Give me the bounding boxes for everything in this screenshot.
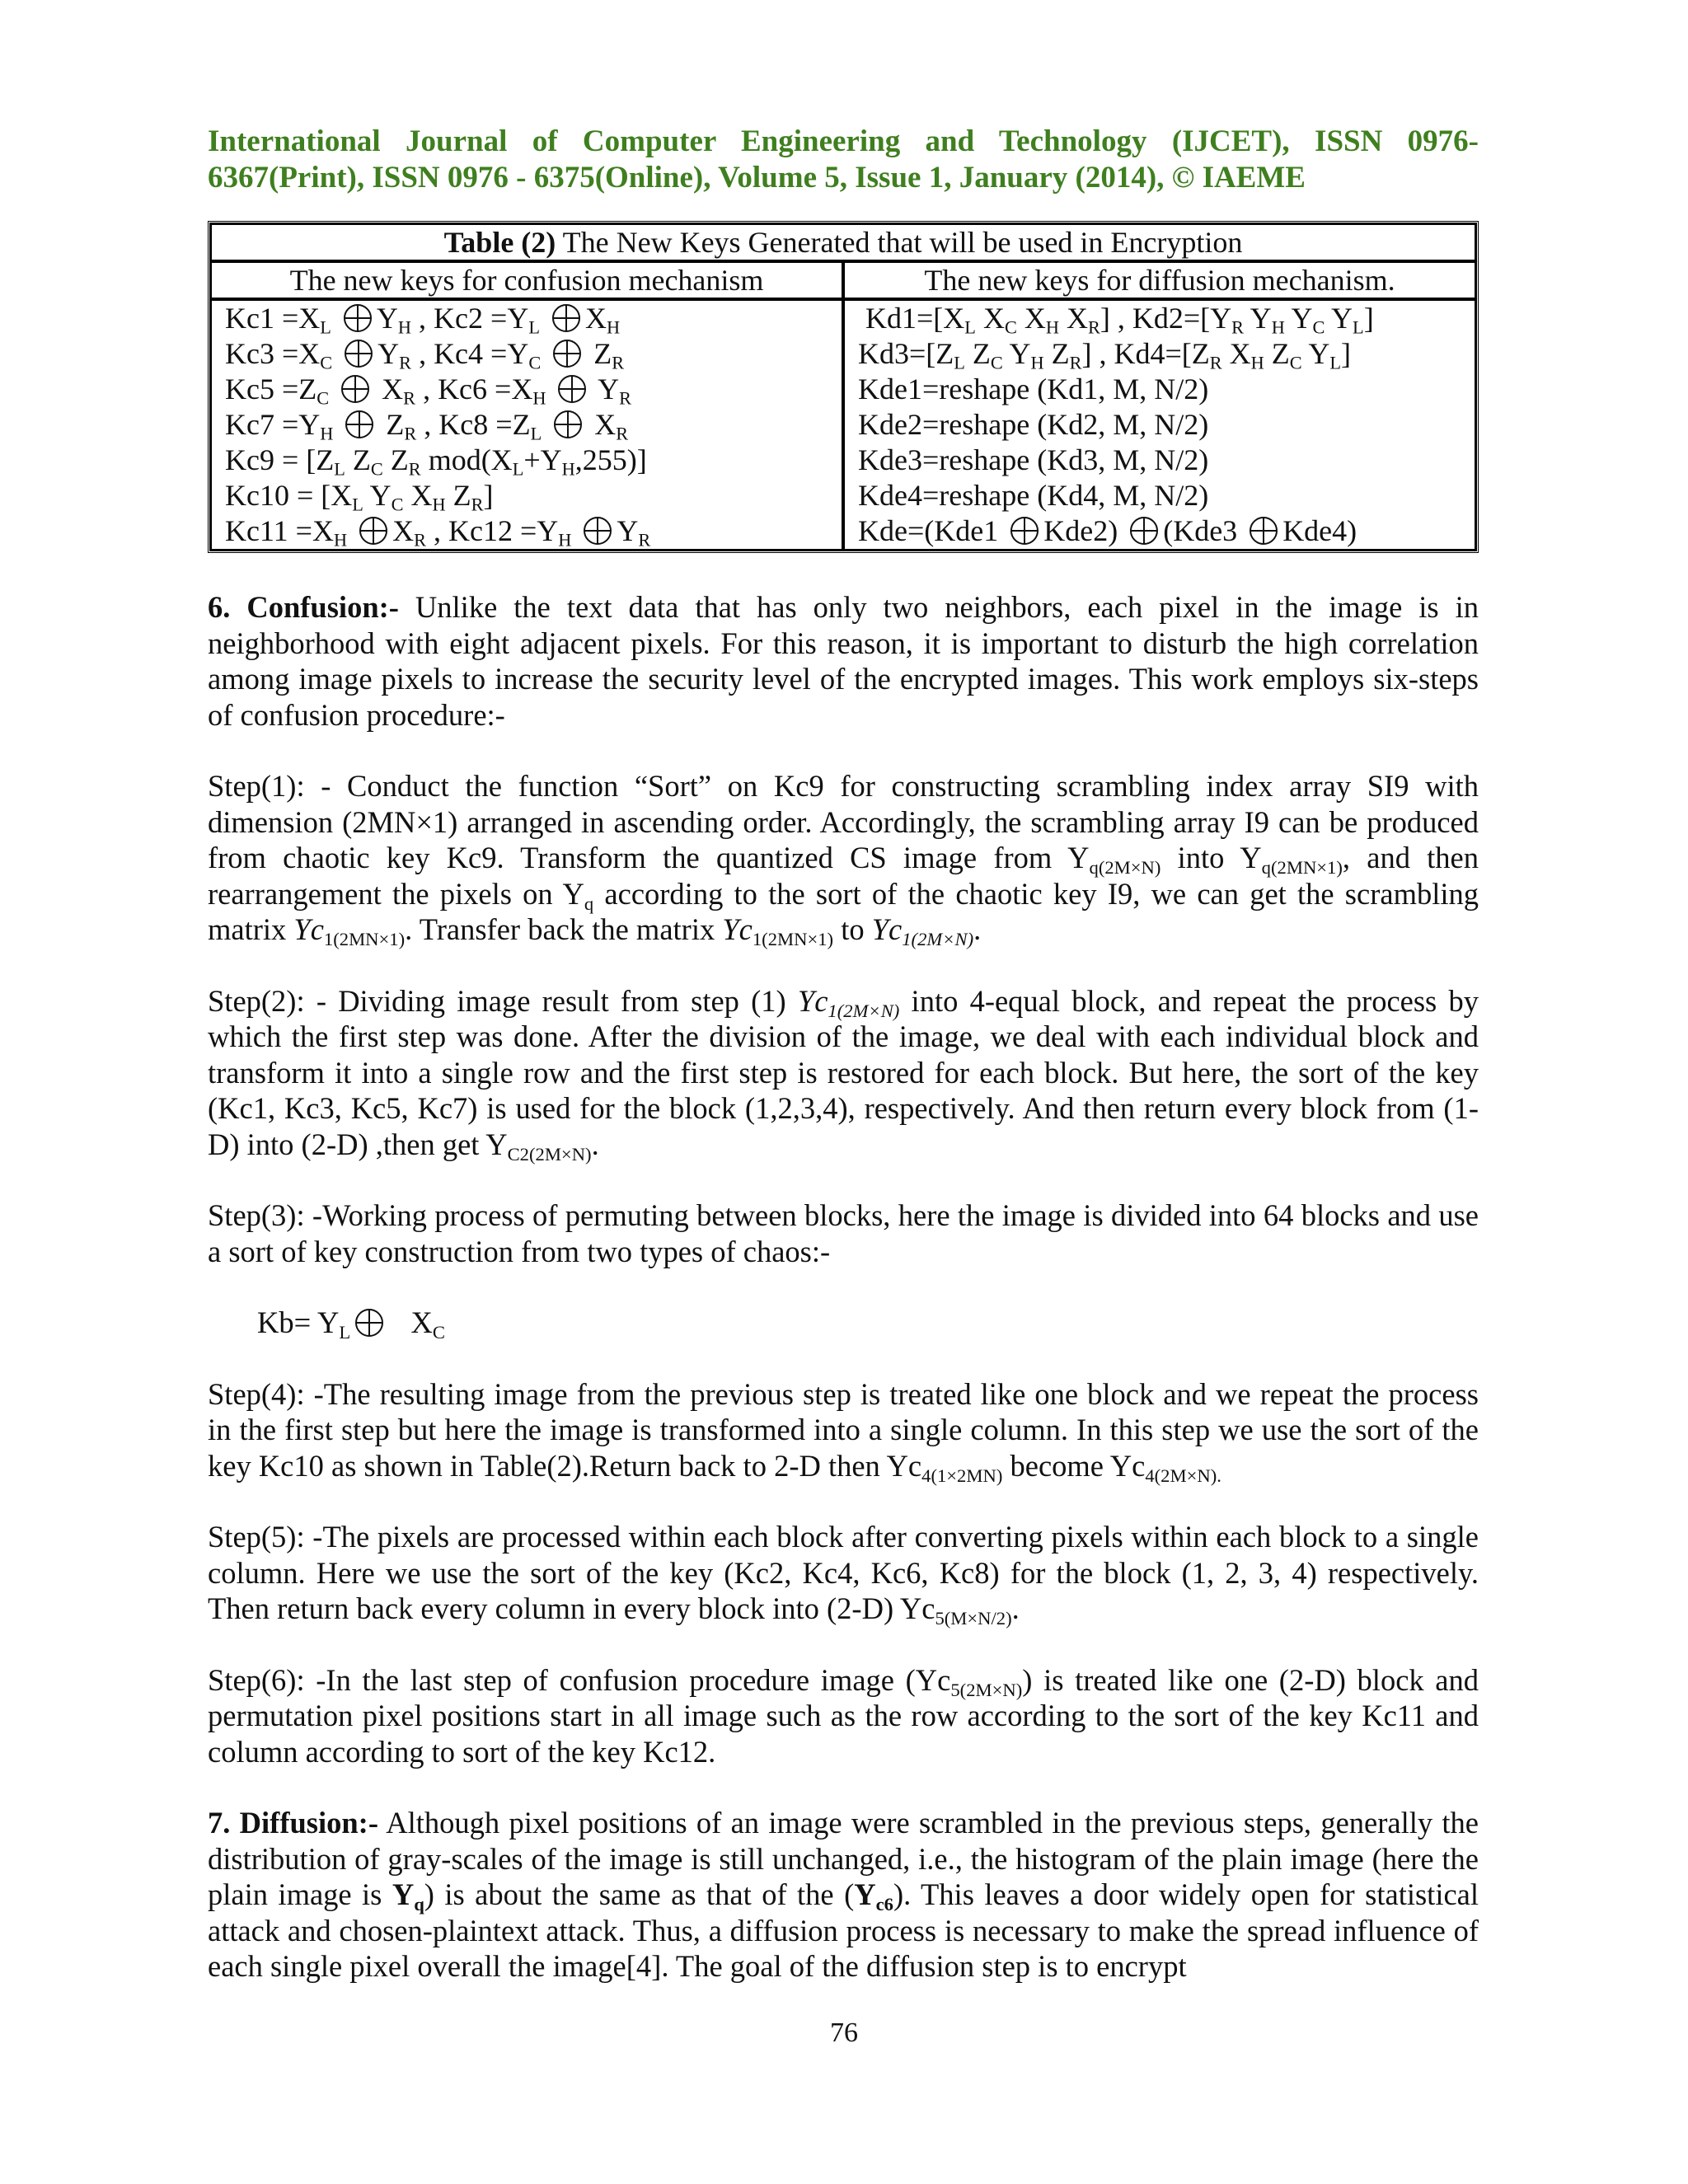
page xyxy=(208,124,1479,1985)
xor-icon xyxy=(345,410,373,438)
xor-icon xyxy=(558,375,586,403)
step-1: Step(1): - Conduct the function “Sort” on Kc9 for constructing scrambling index array SI9 with dimension (2MN×1) arranged in ascending order. Accordingly, the scrambling array I9 can be produced from chaotic key Kc9. Transform the quantized CS image from $Y_{q(2M\times N)}$ into $Y_{q(2MN\times 1)}$, and then rearrangement the pixels on $Y_q$ according to the sort of the chaotic key I9, we can get the scrambling matrix $Yc_{1(2MN\times 1)}$. Transfer back the matrix $Yc_{1(2MN\times 1)}$ to $Yc_{1(2M\times N)}$. xyxy=(208,769,1479,949)
step-6: Step(6): -In the last step of confusion procedure image $(Yc_{5(2M\times N)})$ is treated like one (2-D) block and permutation pixel positions start in all image such as the row according to the sort of the key Kc11 and column according to sort of the key Kc12. xyxy=(208,1662,1479,1769)
xor-icon xyxy=(359,517,387,545)
xor-icon xyxy=(344,304,372,332)
step-4: Step(4): -The resulting image from the previous step is treated like one block and we repeat the process in the first step but here the image is transformed into a single column. In this step we use the sort of the key Kc10 as shown in Table(2).Return back to 2-D then $Yc_{4(1\times 2MN)}$ become $Yc_{4(2M\times N).}$ xyxy=(208,1376,1479,1486)
xor-icon xyxy=(552,304,580,332)
diffusion-header: The new keys for diffusion mechanism. xyxy=(843,261,1476,299)
diffusion-keys-cell: $Kd1=[X_L$ $X_C$ $X_H$ $X_R$] , $Kd2=[Y_R$ $Y_H$ $Y_C$ $Y_L$] $Kd3=[Z_L$ $Z_C$ $Y_H$ $Z_R$] , $Kd4=[Z_R$ $X_H$ $Z_C$ $Y_L$] Kde1=reshape (Kd1, M, N/2) Kde2=reshape (Kd2, M, N/2) Kde3=reshape (Kd3, M, N/2) Kde4=reshape (Kd4, M, N/2) Kde=(Kde1 Kde2) (Kde3 Kde4) xyxy=(843,299,1476,551)
xor-icon xyxy=(355,1309,383,1337)
xor-icon xyxy=(1250,517,1278,545)
journal-header xyxy=(208,124,1479,196)
step-5: Step(5): -The pixels are processed within each block after converting pixels within each block to a single column. Here we use the sort of the key (Kc2, Kc4, Kc6, Kc8) for the block (1, 2, 3, 4) respectively. Then return back every column in every block into (2-D) $Yc_{5(M\times N/2)}$. xyxy=(208,1520,1479,1629)
xor-icon xyxy=(341,375,369,403)
section-6-intro: 6. Confusion:- Unlike the text data that has only two neighbors, each pixel in the image is in neighborhood with eight adjacent pixels. For this reason, it is important to disturb the high correlation among image pixels to increase the security level of the encrypted images. This work employs six-steps of confusion procedure:- xyxy=(208,590,1479,732)
xor-icon xyxy=(584,517,612,545)
xor-icon xyxy=(345,340,373,368)
keys-table xyxy=(208,221,1479,553)
section-7-intro: 7. Diffusion:- Although pixel positions of an image were scrambled in the previous steps, generally the distribution of gray-scales of the image is still unchanged, i.e., the histogram of the plain image (here the plain image is $Y_q$) is about the same as that of the $(Y_{c6})$. This leaves a door widely open for statistical attack and chosen-plaintext attack. Thus, a diffusion process is necessary to make the spread influence of each single pixel overall the image[4]. The goal of the diffusion step is to encrypt xyxy=(208,1806,1479,1983)
xor-icon xyxy=(553,340,581,368)
page-number: 76 xyxy=(830,2018,858,2048)
kb-formula: $Kb= Y_L$ $X_C$ xyxy=(257,1305,445,1343)
step-2: Step(2): - Dividing image result from step (1) $Yc_{1(2M\times N)}$ into 4-equal block, and repeat the process by which the first step was done. After the division of the image, we deal with each individual block and transform it into a single row and the first step is restored for each block. But here, the sort of the key (Kc1, Kc3, Kc5, Kc7) is used for the block (1,2,3,4), respectively. And then return every block from (1-D) into (2-D) ,then get $Y_{C2(2M\times N)}$. xyxy=(208,983,1479,1165)
header-line-1: International Journal of Computer Engineering and Technology (IJCET), ISSN 0976- xyxy=(208,124,1479,158)
table-caption: Table (2) The New Keys Generated that will be used in Encryption xyxy=(210,223,1476,261)
confusion-keys-cell: $Kc1 =X_L$ $Y_H$ , $Kc2 =Y_L$ $X_H$ $Kc3 =X_C$ $Y_R$ , $Kc4 =Y_C$ $Z_R$ $Kc5 =Z_C$ $X_R$ , $Kc6 =X_H$ $Y_R$ $Kc7 =Y_H$ $Z_R$ , $Kc8 =Z_L$ $X_R$ $Kc9 = [Z_L$ $Z_C$ $Z_R$ $mod(X_L+Y_H,255)$] $Kc10 = [X_L$ $Y_C$ $X_H$ $Z_R$] $Kc11 =X_H$ $X_R$ , $Kc12 =Y_H$ $Y_R$ xyxy=(210,299,843,551)
confusion-header: The new keys for confusion mechanism xyxy=(210,261,843,299)
xor-icon xyxy=(1130,517,1158,545)
xor-icon xyxy=(554,410,582,438)
header-line-2: 6367(Print), ISSN 0976 - 6375(Online), Volume 5, Issue 1, January (2014), © IAEME xyxy=(208,161,1306,194)
step-3: Step(3): -Working process of permuting between blocks, here the image is divided into 64 blocks and use a sort of key construction from two types of chaos:- xyxy=(208,1198,1479,1268)
xor-icon xyxy=(1010,517,1039,545)
